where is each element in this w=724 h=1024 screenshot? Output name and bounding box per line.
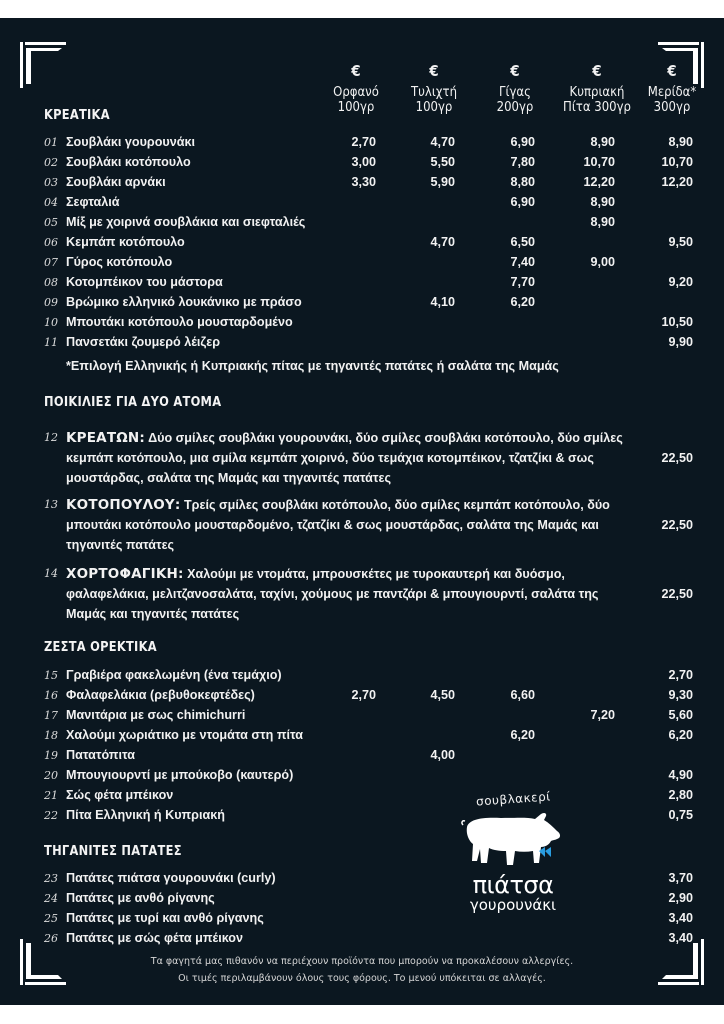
corner-ornament-top-left-icon [20,40,66,90]
pita-choice-note: *Επιλογή Ελληνικής ή Κυπριακής πίτας με τηγανιτές πατάτες ή σαλάτα της Μαμάς [66,359,559,373]
column-header-kypriaki: € Κυπριακή Πίτα 300γρ [552,64,642,115]
column-header-tylixti: € Τυλιχτή 100γρ [396,64,472,115]
menu-item: 20 Μπουγιουρντί με μπούκοβο (καυτερό) 4,90 [44,768,693,782]
section-title-patates: ΤΗΓΑΝΙΤΕΣ ΠΑΤΑΤΕΣ [44,844,182,859]
menu-item: 18 Χαλούμι χωριάτικο με ντομάτα στη πίτα 6,20 6,20 [44,728,693,742]
menu-item: 04 Σεφταλιά 6,90 8,90 [44,195,615,209]
pig-icon [461,811,565,875]
euro-icon: € [667,62,677,80]
column-header-merida: € Μερίδα* 300γρ [634,64,710,115]
menu-item: 26 Πατάτες με σώς φέτα μπέικον 3,40 [44,931,693,945]
menu-item: 08 Κοτομπέικον του μάστορα 7,70 9,20 [44,275,693,289]
menu-item: 09 Βρώμικο ελληνικό λουκάνικο με πράσο 4,10 6,20 [44,295,535,309]
logo-name-line1: πιάτσα [472,871,554,899]
combo-item: 12 ΚΡΕΑΤΩΝ: Δύο σμίλες σουβλάκι γουρουνάκι, δύο σμίλες σουβλάκι κοτόπουλο, δύο σμίλες κεμπάπ κοτόπουλο, μια σμίλα κεμπάπ χοιρινό, δύο τεμάχια κοτομπέικον, τζατζίκι & σως μουστάρδας, σαλάτα της Μαμάς και τηγανιτές πατάτες 22,50 [44,430,693,485]
menu-item: 06 Κεμπάπ κοτόπουλο 4,70 6,50 9,50 [44,235,693,249]
section-title-zesta: ΖΕΣΤΑ ΟΡΕΚΤΙΚΑ [44,640,157,655]
menu-item: 21 Σώς φέτα μπέικον 2,80 [44,788,693,802]
menu-item: 22 Πίτα Ελληνική ή Κυπριακή 0,75 [44,808,693,822]
menu-item: 11 Πανσετάκι ζουμερό λέιζερ 9,90 [44,335,693,349]
logo-tagline: σουβλακερί [475,789,551,809]
euro-icon: € [429,62,439,80]
euro-icon: € [510,62,520,80]
menu-item: 02 Σουβλάκι κοτόπουλο 3,00 5,50 7,80 10,70 10,70 [44,155,693,169]
section-title-poikilies: ΠΟΙΚΙΛΙΕΣ ΓΙΑ ΔΥΟ ΑΤΟΜΑ [44,395,222,410]
menu-item: 05 Μίξ με χοιρινά σουβλάκια και σιεφταλιές 8,90 [44,215,615,229]
brand-logo [438,788,588,948]
combo-item: 13 ΚΟΤΟΠΟΥΛΟΥ: Τρείς σμίλες σουβλάκι κοτόπουλο, δύο σμίλες κεμπάπ κοτόπουλο, δύο μπουτάκι κοτόπουλο μουσταρδομένο, τζατζίκι & σως μουστάρδας, σαλάτα της Μαμάς και τηγανιτές πατάτες 22,50 [44,497,693,552]
menu-item: 16 Φαλαφελάκια (ρεβυθοκεφτέδες) 2,70 4,50 6,60 9,30 [44,688,693,702]
euro-icon: € [351,62,361,80]
menu-item: 03 Σουβλάκι αρνάκι 3,30 5,90 8,80 12,20 12,20 [44,175,693,189]
combo-item: 14 ΧΟΡΤΟΦΑΓΙΚΗ: Χαλούμι με ντομάτα, μπρουσκέτες με τυροκαυτερή και δυόσμο, φαλαφελάκια, μελιτζανοσαλάτα, ταχίνι, χούμους με παντζάρι & μπουγιουρντί, σαλάτα της Μαμάς και τηγανιτές πατάτες 22,50 [44,566,693,621]
menu-item: 25 Πατάτες με τυρί και ανθό ρίγανης 3,40 [44,911,693,925]
column-header-gigas: € Γίγας 200γρ [477,64,553,115]
menu-panel [0,18,724,1005]
menu-item: 23 Πατάτες πιάτσα γουρουνάκι (curly) 3,70 [44,871,693,885]
footer-disclaimer: Τα φαγητά μας πιθανόν να περιέχουν προϊόντα που μπορούν να προκαλέσουν αλλεργίες. Οι τιμές περιλαμβάνουν όλους τους φόρους. Το μενού υπόκειται σε αλλαγές. [150,956,574,984]
euro-icon: € [592,62,602,80]
menu-item: 24 Πατάτες με ανθό ρίγανης 2,90 [44,891,693,905]
menu-item: 07 Γύρος κοτόπουλο 7,40 9,00 [44,255,615,269]
menu-item: 10 Μπουτάκι κοτόπουλο μουσταρδομένο 10,50 [44,315,693,329]
menu-item: 15 Γραβιέρα φακελωμένη (ένα τεμάχιο) 2,70 [44,668,693,682]
logo-name-line2: γουρουνάκι [469,896,557,914]
menu-item: 01 Σουβλάκι γουρουνάκι 2,70 4,70 6,90 8,90 8,90 [44,135,693,149]
column-header-orfano: € Ορφανό 100γρ [318,64,394,115]
menu-item: 17 Μανιτάρια με σως chimichurri 7,20 5,60 [44,708,693,722]
section-title-kreatika: ΚΡΕΑΤΙΚΑ [44,108,110,123]
menu-item: 19 Πατατόπιτα 4,00 [44,748,455,762]
